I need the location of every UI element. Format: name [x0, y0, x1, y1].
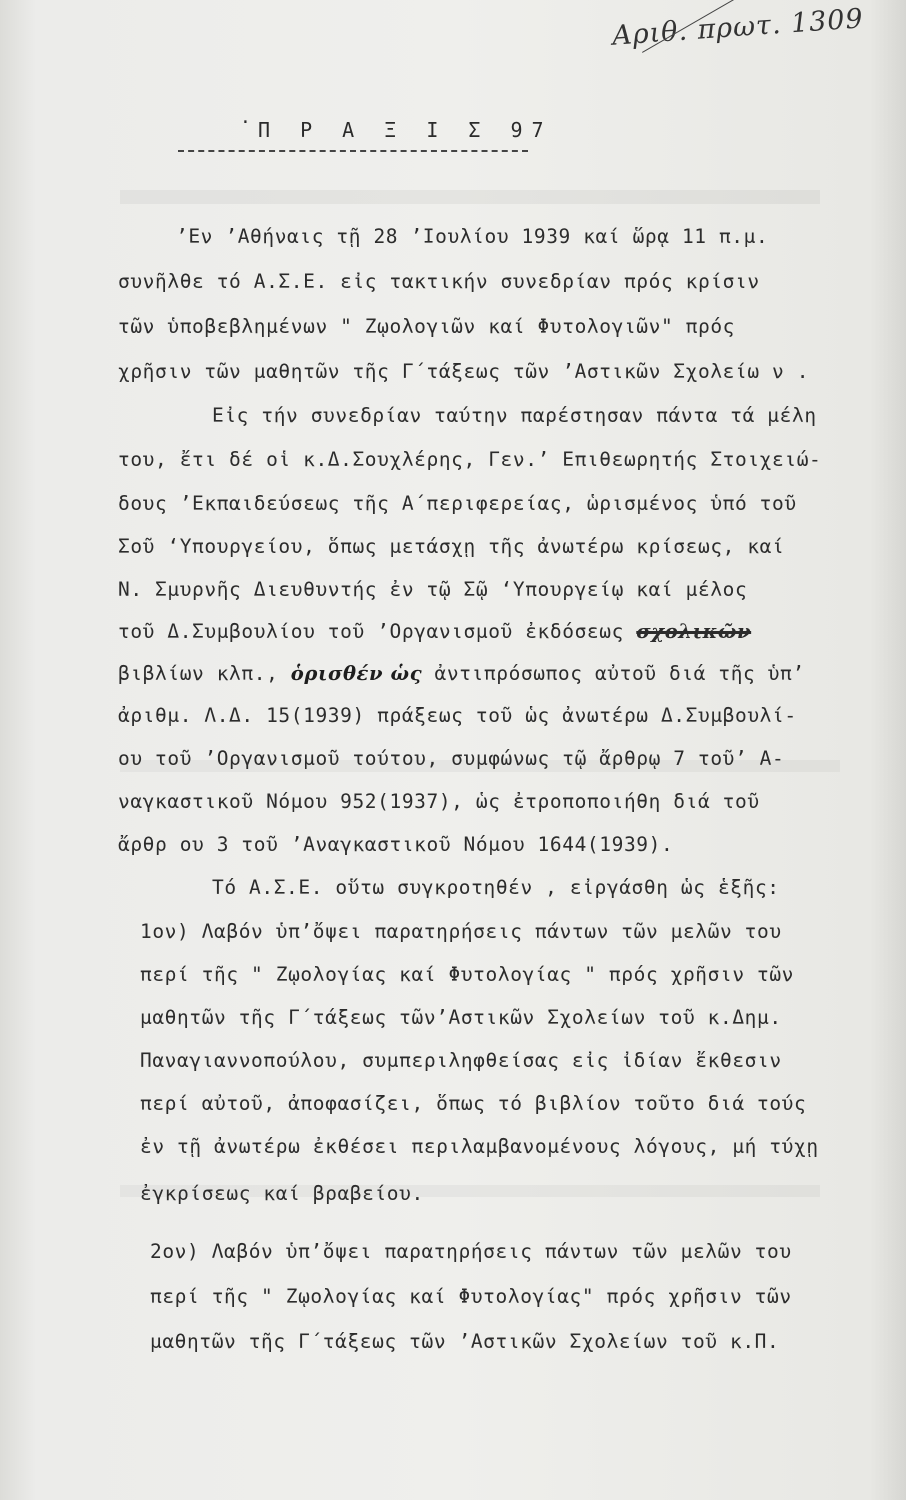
text-line: Παναγιαννοπούλου, συμπεριληφθείσας εἰς ἰδίαν ἔκθεσιν	[140, 1049, 782, 1072]
text-line: ἄρθρ ου 3 τοῦ ’Αναγκαστικοῦ Νόμου 1644(1939).	[118, 833, 674, 856]
text-line: ’Εν ’Αθήναις τῇ 28 ’Ιουλίου 1939 καί ὥρᾳ 11 π.μ.	[176, 225, 769, 248]
bleed-through-shadow	[120, 190, 820, 204]
text-line: 2ον) Λαβόν ὑπ’ὄψει παρατηρήσεις πάντων τῶν μελῶν του	[150, 1240, 792, 1263]
title-bullet: ·	[240, 112, 251, 133]
text-line: Σοῦ ‘Υπουργείου, ὅπως μετάσχῃ τῆς ἀνωτέρω κρίσεως, καί	[118, 535, 785, 558]
text-line: Εἰς τήν συνεδρίαν ταύτην παρέστησαν πάντα τά μέλη	[212, 404, 817, 427]
text-line: μαθητῶν τῆς Γ΄τάξεως τῶν’Αστικῶν Σχολείων τοῦ κ.Δημ.	[140, 1006, 782, 1029]
text-line-part: τοῦ Δ.Συμβουλίου τοῦ ’Οργανισμοῦ ἐκδόσεως	[118, 620, 624, 643]
title-underline	[178, 150, 528, 152]
text-line: 1ον) Λαβόν ὑπ’ὄψει παρατηρήσεις πάντων τῶν μελῶν του	[140, 920, 782, 943]
text-line-part: ἀντιπρόσωπος αὐτοῦ διά τῆς ὑπ’	[434, 662, 805, 685]
text-line: ἐν τῇ ἀνωτέρω ἐκθέσει περιλαμβανομένους λόγους, μή τύχῃ	[140, 1135, 819, 1158]
handwritten-reference-number: Αριθ. πρωτ. 1309	[611, 3, 865, 52]
handwritten-insertion: ὁρισθέν ὡς	[290, 662, 423, 685]
document-title: Π Ρ Α Ξ Ι Σ 97	[258, 118, 553, 142]
text-line: ου τοῦ ’Οργανισμοῦ τούτου, συμφώνως τῷ ἄρθρῳ 7 τοῦ’ Α-	[118, 747, 785, 770]
text-line: δους ’Εκπαιδεύσεως τῆς Α΄περιφερείας, ὡρισμένος ὑπό τοῦ	[118, 492, 797, 515]
text-line	[118, 620, 751, 643]
text-line: Τό Α.Σ.Ε. οὕτω συγκροτηθέν , εἰργάσθη ὡς ἑξῆς:	[212, 876, 780, 899]
text-line: ἐγκρίσεως καί βραβείου.	[140, 1182, 424, 1205]
struck-out-word: σχολικῶν	[636, 620, 752, 643]
text-line: χρῆσιν τῶν μαθητῶν τῆς Γ΄τάξεως τῶν ’Αστικῶν Σχολείω ν .	[118, 360, 810, 383]
text-line: περί τῆς " Ζῳολογίας καί Φυτολογίας " πρός χρῆσιν τῶν	[140, 963, 795, 986]
text-line: συνῆλθε τό Α.Σ.Ε. εἰς τακτικήν συνεδρίαν πρός κρίσιν	[118, 270, 760, 293]
text-line: τῶν ὑποβεβλημένων " Ζῳολογιῶν καί Φυτολογιῶν" πρός	[118, 315, 735, 338]
text-line: ἀριθμ. Λ.Δ. 15(1939) πράξεως τοῦ ὡς ἀνωτέρω Δ.Συμβουλί-	[118, 704, 797, 727]
text-line: περί τῆς " Ζῳολογίας καί Φυτολογίας" πρός χρῆσιν τῶν	[150, 1285, 792, 1308]
text-line: μαθητῶν τῆς Γ΄τάξεως τῶν ’Αστικῶν Σχολείων τοῦ κ.Π.	[150, 1330, 780, 1353]
text-line: ναγκαστικοῦ Νόμου 952(1937), ὡς ἐτροποποιήθη διά τοῦ	[118, 790, 760, 813]
text-line	[118, 662, 805, 685]
text-line-part: βιβλίων κλπ.,	[118, 662, 279, 685]
text-line: του, ἔτι δέ οἱ κ.Δ.Σουχλέρης, Γεν.’ Επιθεωρητής Στοιχειώ-	[118, 448, 822, 471]
text-line: περί αὐτοῦ, ἀποφασίζει, ὅπως τό βιβλίον τοῦτο διά τούς	[140, 1092, 807, 1115]
text-line: Ν. Σμυρνῆς Διευθυντής ἐν τῷ Σῷ ‘Υπουργείῳ καί μέλος	[118, 578, 748, 601]
